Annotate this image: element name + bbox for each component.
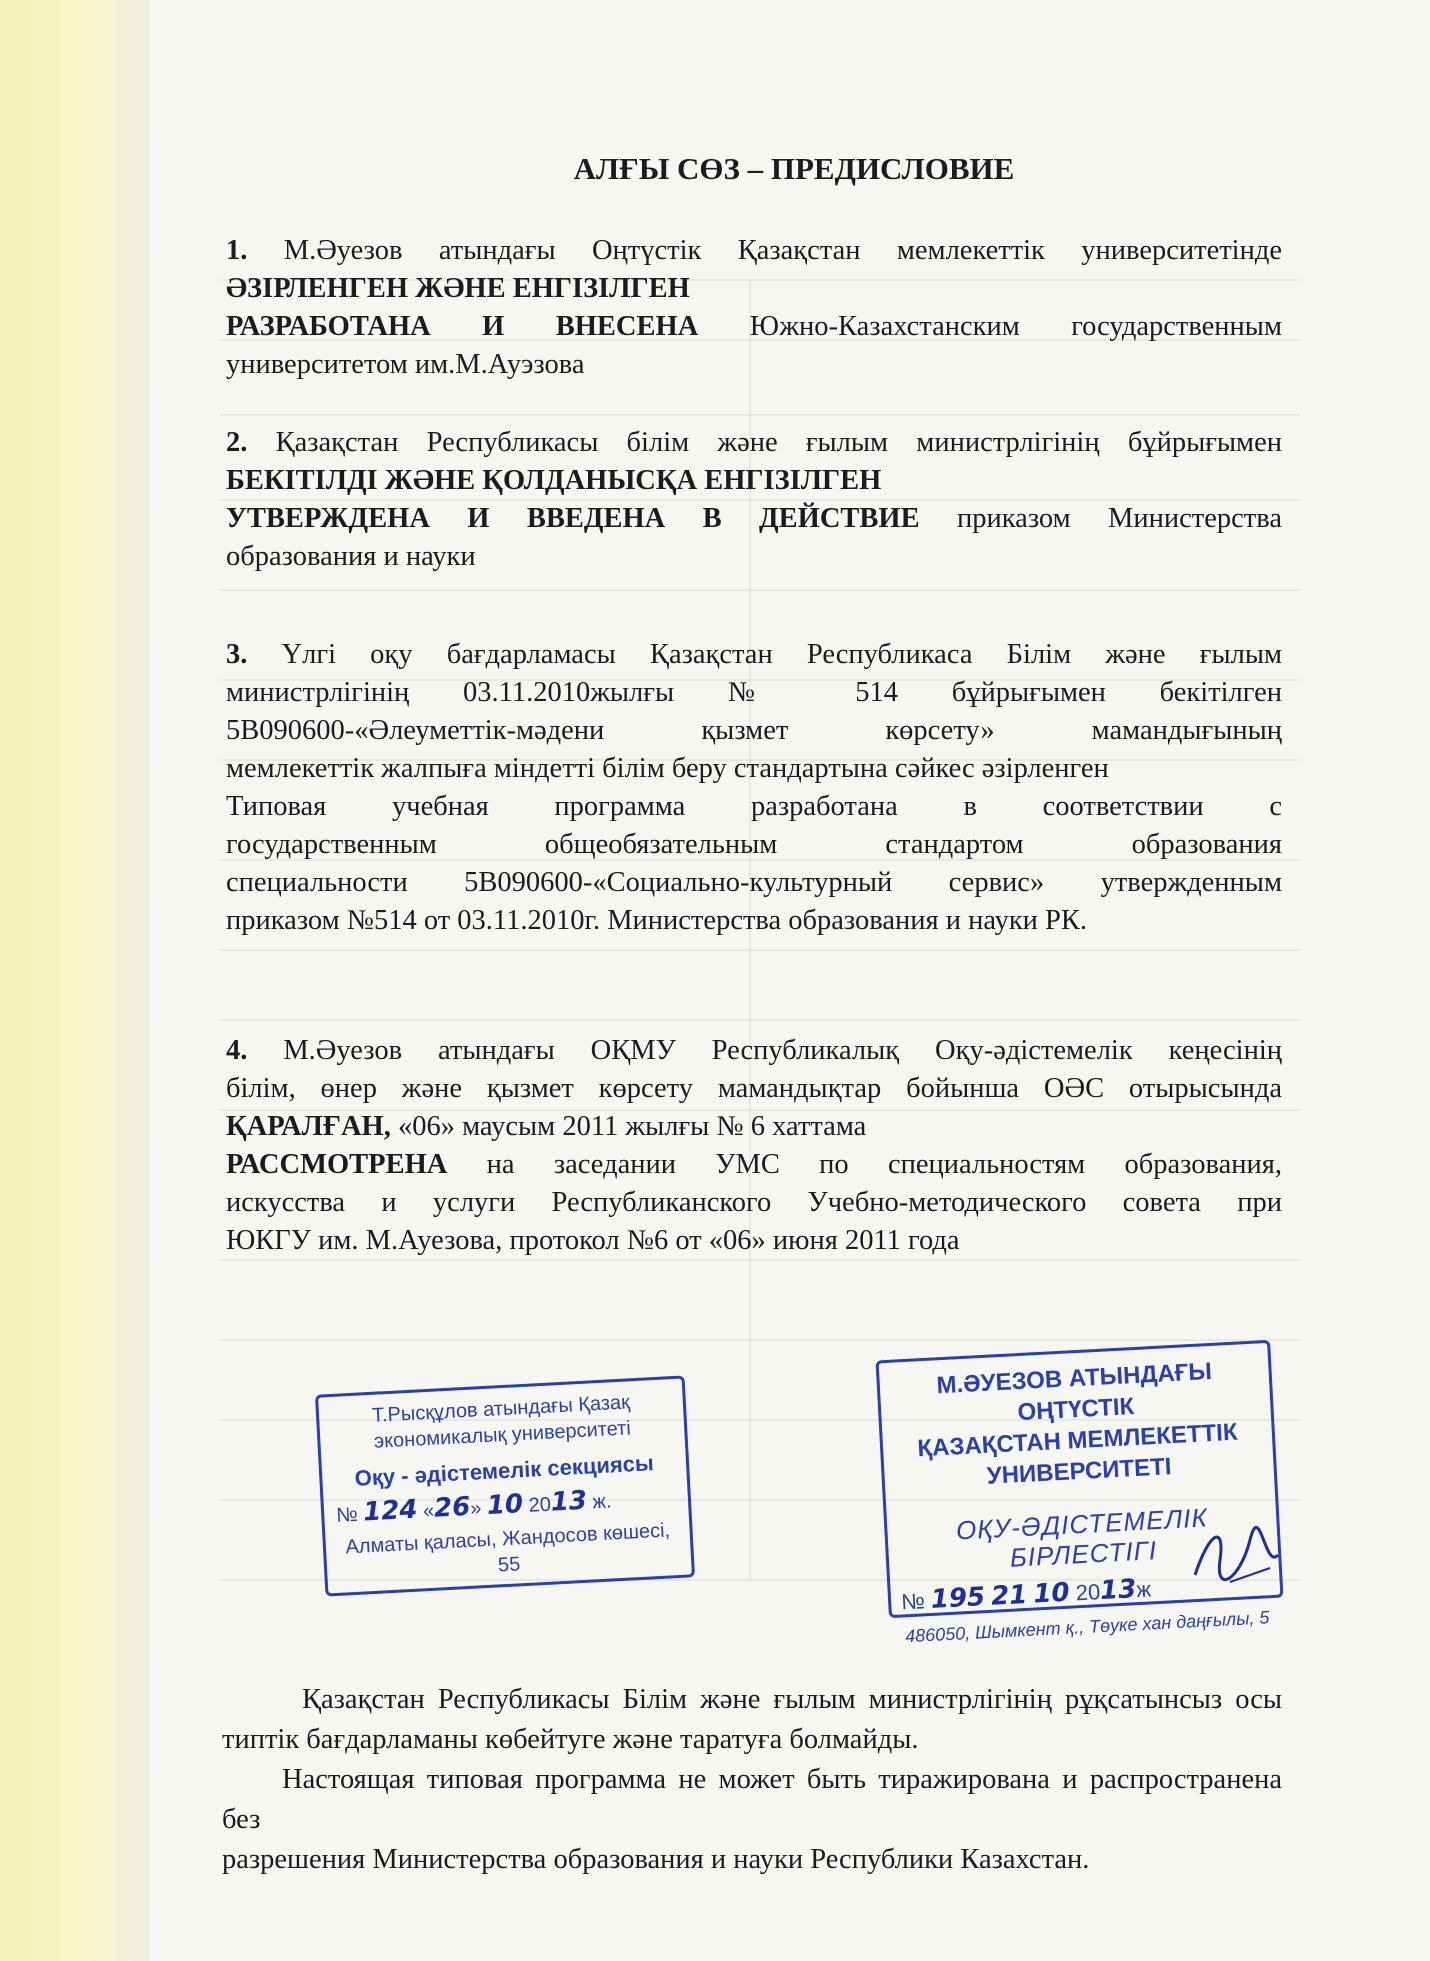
section-text: М.Әуезов атындағы Оңтүстік Қазақстан мемлекеттік университетінде: [283, 235, 1282, 266]
handwritten-day: 21: [990, 1579, 1029, 1612]
stamp-text: Оқу - әдістемелік секциясы: [354, 1450, 655, 1491]
section-bold-heading: УТВЕРЖДЕНА И ВВЕДЕНА В ДЕЙСТВИЕ: [226, 503, 920, 534]
section-text: специальности 5В090600-«Социально-культурный сервис» утвержденным: [226, 867, 1282, 898]
copyright-notice: [222, 1680, 1282, 1880]
page-title: АЛҒЫ СӨЗ – ПРЕДИСЛОВИЕ: [573, 151, 1015, 186]
section-bold-heading: ҚАРАЛҒАН,: [226, 1111, 391, 1142]
section-bold-heading: РАССМОТРЕНА: [226, 1149, 448, 1180]
stamp-text: УНИВЕРСИТЕТІ: [986, 1453, 1173, 1490]
section-text: искусства и услуги Республиканского Учебно-методического совета при: [226, 1187, 1282, 1218]
handwritten-number: 195: [930, 1582, 986, 1615]
notice-ru: разрешения Министерства образования и науки Республики Казахстан.: [222, 1844, 1090, 1875]
section-text: государственным общеобязательным стандартом образования: [226, 829, 1282, 860]
section-text: образования и науки: [226, 541, 476, 572]
scanned-page-edge: [0, 0, 150, 1961]
section-text: ЮКГУ им. М.Ауезова, протокол №6 от «06» июня 2011 года: [226, 1225, 960, 1256]
section-bold-heading: РАЗРАБОТАНА И ВНЕСЕНА: [226, 311, 699, 342]
section-3: [226, 636, 1282, 940]
signature-icon: [1190, 1520, 1280, 1590]
section-number: 2.: [226, 427, 248, 458]
section-number: 1.: [226, 235, 248, 266]
section-text: М.Әуезов атындағы ОҚМУ Республикалық Оқу-әдістемелік кеңесінің: [283, 1035, 1283, 1066]
section-number: 3.: [226, 639, 248, 670]
section-text: университетом им.М.Ауэзова: [226, 349, 585, 380]
document-body: [226, 150, 1282, 1300]
stamp-text: Т.Рысқұлов атындағы Қазақ: [371, 1391, 631, 1427]
section-2: [226, 424, 1282, 576]
handwritten-day: 26: [433, 1491, 472, 1524]
stamp-text: ж.: [592, 1490, 613, 1514]
stamp-text: ОҚУ-ӘДІСТЕМЕЛІК БІРЛЕСТІГІ: [955, 1502, 1209, 1573]
stamp-text: №: [900, 1588, 926, 1615]
stamp-text: экономикалық университеті: [373, 1417, 632, 1453]
stamp-text: ҚАЗАҚСТАН МЕМЛЕКЕТТІК: [916, 1418, 1239, 1463]
stamp-text: №: [335, 1503, 359, 1527]
section-text: 5В090600-«Әлеуметтік-мәдени қызмет көрсету» мамандығының: [226, 715, 1282, 746]
section-1: [226, 232, 1282, 384]
rector-stamp-left: [315, 1375, 695, 1596]
section-text: приказом Министерства: [957, 503, 1282, 534]
section-text: приказом №514 от 03.11.2010г. Министерства образования и науки РК.: [226, 905, 1088, 936]
handwritten-year: 13: [1099, 1574, 1138, 1607]
section-bold-heading: ӘЗІРЛЕНГЕН ЖӘНЕ ЕНГІЗІЛГЕН: [226, 273, 690, 304]
section-text: на заседании УМС по специальностям образования,: [486, 1149, 1282, 1180]
stamp-text: М.ӘУЕЗОВ АТЫНДАҒЫ ОҢТҮСТІК: [935, 1357, 1213, 1427]
stamp-text: 20: [528, 1493, 552, 1517]
section-4: [226, 1032, 1282, 1260]
section-text: Типовая учебная программа разработана в соответствии с: [226, 791, 1282, 822]
section-bold-heading: БЕКІТІЛДІ ЖӘНЕ ҚОЛДАНЫСҚА ЕНГІЗІЛГЕН: [226, 465, 882, 496]
section-text: Үлгі оқу бағдарламасы Қазақстан Республикаса Білім және ғылым: [281, 639, 1282, 670]
handwritten-year: 13: [550, 1485, 588, 1518]
section-number: 4.: [226, 1035, 248, 1066]
section-text: министрлігінің 03.11.2010жылғы № 514 бұйрығымен бекітілген: [226, 677, 1282, 708]
stamp-address: 486050, Шымкент қ., Төуке хан даңғылы, 5: [904, 1607, 1270, 1647]
stamp-registration-number: № 124 «26» 10 2013 ж.: [335, 1485, 613, 1528]
notice-kz: типтік бағдарламаны көбейтуге және таратуға болмайды.: [222, 1724, 919, 1755]
section-text: «06» маусым 2011 жылғы № 6 хаттама: [397, 1111, 867, 1142]
section-text: Южно-Казахстанским государственным: [749, 311, 1282, 342]
handwritten-month: 10: [486, 1489, 524, 1521]
handwritten-number: 124: [362, 1494, 419, 1528]
section-text: білім, өнер және қызмет көрсету мамандықтар бойынша ОӘС отырысында: [226, 1073, 1282, 1104]
notice-ru: Настоящая типовая программа не может быть тиражирована и распространена без: [222, 1764, 1282, 1835]
handwritten-month: 10: [1032, 1577, 1071, 1610]
notice-kz: Қазақстан Республикасы Білім және ғылым министрлігінің рұқсатынсыз осы: [302, 1684, 1282, 1715]
stamp-text: ж: [1135, 1576, 1152, 1603]
stamp-address: Алматы қаласы, Жандосов көшесі, 55: [344, 1519, 671, 1577]
section-text: мемлекеттік жалпыға міндетті білім беру стандартына сәйкес әзірленген: [226, 753, 1109, 784]
stamp-text: 20: [1075, 1579, 1101, 1606]
section-text: Қазақстан Республикасы білім және ғылым министрлігінің бұйрығымен: [275, 427, 1282, 458]
